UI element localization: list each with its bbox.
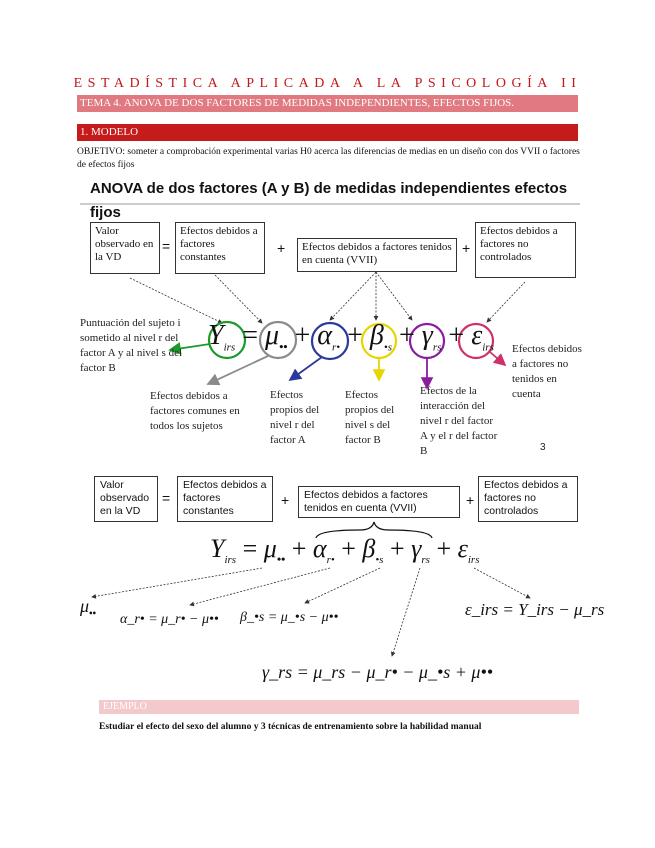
sym-mu: μ	[263, 534, 277, 563]
page-number: 3	[540, 442, 546, 453]
box-observed-bottom: Valor observado en la VD	[94, 476, 158, 522]
sym-beta: β	[369, 320, 384, 351]
sym-alpha: α	[312, 534, 327, 563]
op-equals-bottom: =	[162, 490, 171, 506]
sub-mu: ••	[279, 339, 288, 354]
course-title: ESTADÍSTICA APLICADA A LA PSICOLOGÍA II	[73, 76, 582, 91]
objetivo-label: OBJETIVO	[77, 147, 123, 157]
sym-beta: β	[362, 534, 376, 563]
sub-mu: ••	[276, 552, 286, 567]
objetivo-text: : someter a comprobación experimental varias H0 acerca las diferencias de medias en un diseño con dos VVII o factores de efectos fijos	[77, 147, 580, 170]
label-error: Efectos debidos a factores no tenidos en cuenta	[512, 343, 582, 400]
sym-mu: μ	[80, 596, 90, 616]
def-alpha: α_r• = μ_r• − μ••	[120, 612, 219, 627]
section-title: 1. MODELO	[77, 124, 578, 141]
sub-Y: irs	[224, 554, 237, 567]
box-uncontrolled-top: Efectos debidos a factores no controlados	[475, 222, 576, 278]
op-equals-top: =	[162, 238, 171, 254]
sym-Y: Y	[210, 534, 225, 563]
box-considered-bottom: Efectos debidos a factores tenidos en cuenta (VVII)	[298, 486, 460, 518]
def-beta: β_•s = μ_•s − μ••	[240, 610, 339, 625]
box-uncontrolled-bottom: Efectos debidos a factores no controlados	[478, 476, 578, 522]
sub-Y: irs	[223, 341, 236, 354]
def-gamma: γ_rs = μ_rs − μ_r• − μ_•s + μ••	[262, 662, 494, 682]
slide-title: ANOVA de dos factores (A y B) de medidas independientes efectos fijos	[80, 177, 580, 205]
box-observed-top: Valor observado en la VD	[90, 222, 160, 274]
label-alpha: Efectos propios del nivel r del factor A	[270, 389, 320, 446]
sub-alpha: r•	[331, 341, 341, 354]
op-plus-top-2: +	[462, 240, 471, 256]
sub-beta: •s	[383, 341, 392, 354]
box-constant-top: Efectos debidos a factores constantes	[175, 222, 265, 274]
op-plus-top-1: +	[277, 240, 286, 256]
sub-gamma: rs	[432, 341, 442, 354]
sub-gamma: rs	[421, 554, 430, 567]
sym-mu: μ	[265, 320, 280, 351]
sub-alpha: r•	[326, 554, 335, 567]
def-eps: ε_irs = Y_irs − μ_rs	[465, 600, 605, 619]
sub-mu: ••	[89, 608, 97, 620]
label-common: Efectos debidos a factores comunes en todos los sujetos	[150, 390, 240, 432]
sub-eps: irs	[482, 341, 494, 354]
box-considered-top: Efectos debidos a factores tenidos en cuenta (VVII)	[297, 238, 457, 272]
tema-banner: TEMA 4. ANOVA DE DOS FACTORES DE MEDIDAS INDEPENDIENTES, EFECTOS FIJOS.	[77, 95, 578, 112]
sym-eps: ε	[471, 320, 483, 351]
sym-eps: ε	[457, 534, 468, 563]
sub-beta: •s	[375, 554, 384, 567]
box-constant-bottom: Efectos debidos a factores constantes	[177, 476, 273, 522]
example-banner: EJEMPLO	[99, 700, 579, 714]
def-mu	[80, 596, 96, 620]
sym-gamma: γ	[411, 534, 422, 563]
sym-gamma: γ	[421, 320, 433, 351]
label-score: Puntuación del sujeto i sometido al nivel r del factor A y al nivel s del factor B	[80, 317, 183, 374]
eq-top: $Y_{irs} = \mu_{••} + \alpha_{r•} + \beta_{•s} + \gamma_{rs} + \varepsilon_{irs}$	[208, 320, 494, 354]
sub-eps: irs	[467, 554, 480, 567]
eq-bottom: $Y_{irs} = \mu_{••} + \alpha_{r•} + \beta_{•s} + \gamma_{rs} + \varepsilon_{irs}$	[210, 534, 480, 567]
sym-alpha: α	[317, 320, 332, 351]
op-plus-bottom-2: +	[466, 492, 475, 508]
sym-Y: Y	[208, 320, 224, 351]
op-plus-bottom-1: +	[281, 492, 290, 508]
example-text: Estudiar el efecto del sexo del alumno y 3 técnicas de entrenamiento sobre la habilidad manual	[99, 722, 482, 732]
label-interaction: Efectos de la interacción del nivel r del factor A y el r del factor B	[420, 385, 498, 457]
label-beta: Efectos propios del nivel s del factor B	[345, 389, 395, 446]
